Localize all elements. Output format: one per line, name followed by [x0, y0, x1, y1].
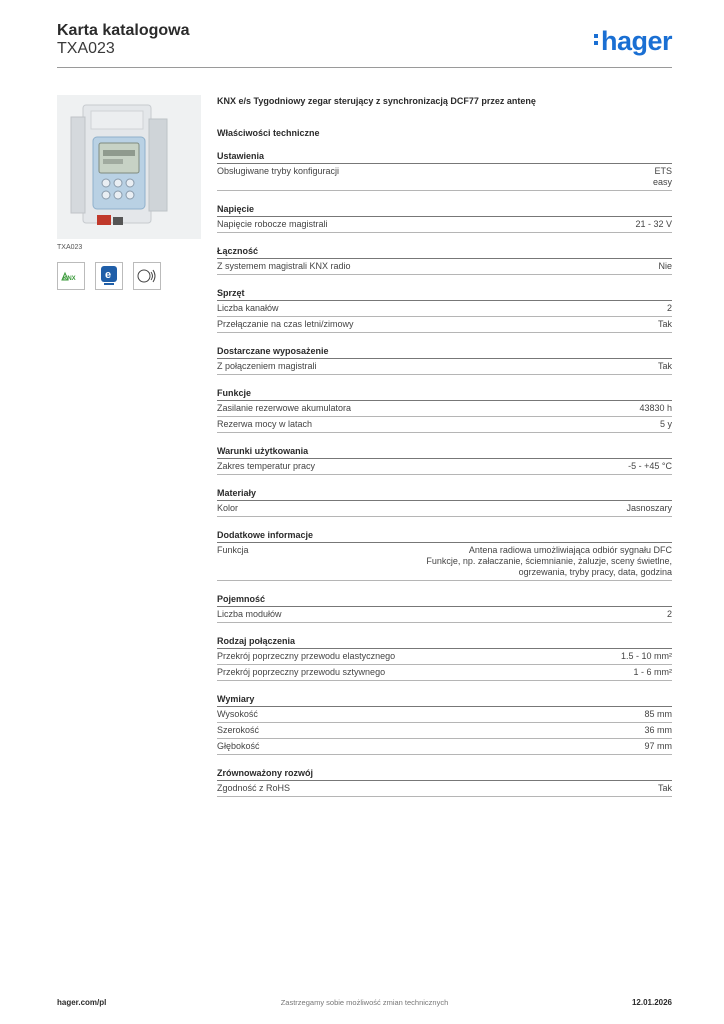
logo-dots-icon: [594, 31, 598, 48]
spec-label: Obsługiwane tryby konfiguracji: [217, 166, 340, 176]
spec-label: Szerokość: [217, 725, 260, 735]
spec-row: [217, 723, 672, 739]
spec-row: [217, 459, 672, 475]
spec-value: [658, 361, 672, 372]
product-title: KNX e/s Tygodniowy zegar sterujący z synchronizacją DCF77 przez antenę: [217, 96, 536, 106]
spec-row: [217, 501, 672, 517]
spec-label: Rezerwa mocy w latach: [217, 419, 313, 429]
spec-value: [658, 261, 672, 272]
spec-label: Z systemem magistrali KNX radio: [217, 261, 351, 271]
spec-group-title: Dostarczane wyposażenie: [217, 346, 672, 359]
spec-group: [217, 530, 672, 581]
certification-badges: [57, 262, 161, 290]
product-code: TXA023: [57, 40, 115, 57]
spec-group-title: Zrównoważony rozwój: [217, 768, 672, 781]
header-divider: [57, 67, 672, 68]
spec-value: [658, 783, 672, 794]
spec-group-title: Funkcje: [217, 388, 672, 401]
spec-value: [621, 651, 672, 662]
spec-value-line: 1 - 6 mm²: [633, 667, 672, 677]
ets-easy-logo-icon: [100, 265, 118, 287]
spec-row: [217, 707, 672, 723]
spec-row: [217, 781, 672, 797]
spec-value-line: 97 mm: [644, 741, 672, 751]
spec-group: [217, 388, 672, 433]
knx-logo-icon: [60, 270, 82, 282]
image-caption: TXA023: [57, 244, 83, 251]
spec-value-line: Tak: [657, 783, 672, 793]
spec-label: Zakres temperatur pracy: [217, 461, 316, 471]
spec-value-line: 21 - 32 V: [635, 219, 672, 229]
spec-label: Zgodność z RoHS: [217, 783, 291, 793]
spec-group: [217, 694, 672, 755]
spec-group-title: Dodatkowe informacje: [217, 530, 672, 543]
spec-value-line: 2: [666, 303, 672, 313]
spec-group: [217, 288, 672, 333]
spec-row: [217, 217, 672, 233]
spec-group: [217, 636, 672, 681]
knx-badge: [57, 262, 85, 290]
spec-group: [217, 488, 672, 517]
spec-group-title: Materiały: [217, 488, 672, 501]
spec-value: [644, 709, 672, 720]
spec-label: Liczba modułów: [217, 609, 282, 619]
spec-groups: [217, 151, 672, 797]
footer-date: 12.01.2026: [631, 998, 672, 1007]
svg-text:e: e: [105, 269, 112, 281]
spec-value: [667, 303, 672, 314]
spec-value-line: ogrzewania, tryby pracy, data, godzina: [518, 567, 672, 577]
spec-row: [217, 417, 672, 433]
spec-value-line: 1.5 - 10 mm²: [620, 651, 672, 661]
spec-value-line: Funkcje, np. załaczanie, ściemnianie, żaluzje, sceny świetlne,: [426, 556, 672, 566]
ets-easy-badge: [95, 262, 123, 290]
spec-row: [217, 259, 672, 275]
spec-group-title: Wymiary: [217, 694, 672, 707]
product-image: [57, 95, 201, 239]
spec-row: [217, 607, 672, 623]
document-header: [57, 22, 189, 58]
spec-group: [217, 246, 672, 275]
spec-label: Przekrój poprzeczny przewodu sztywnego: [217, 667, 386, 677]
spec-row: [217, 301, 672, 317]
spec-value: [658, 319, 672, 330]
spec-value: [633, 667, 672, 678]
spec-label: Przekrój poprzeczny przewodu elastycznego: [217, 651, 396, 661]
spec-row: [217, 649, 672, 665]
spec-value: [653, 166, 672, 188]
spec-value-line: 36 mm: [644, 725, 672, 735]
spec-value: [626, 503, 672, 514]
spec-group-title: Sprzęt: [217, 288, 672, 301]
spec-value-line: Nie: [658, 261, 672, 271]
technical-properties-heading: Właściwości techniczne: [217, 128, 320, 138]
spec-value-line: Antena radiowa umożliwiająca odbiór sygnału DFC: [468, 545, 672, 555]
spec-value: [639, 403, 672, 414]
spec-group-title: Łączność: [217, 246, 672, 259]
spec-group: [217, 594, 672, 623]
spec-row: [217, 359, 672, 375]
spec-group: [217, 446, 672, 475]
spec-value: [644, 725, 672, 736]
spec-group-title: Rodzaj połączenia: [217, 636, 672, 649]
spec-row: [217, 665, 672, 681]
spec-group-title: Napięcie: [217, 204, 672, 217]
spec-row: [217, 401, 672, 417]
spec-value-line: 5 y: [659, 419, 672, 429]
spec-group: [217, 768, 672, 797]
spec-row: [217, 543, 672, 581]
footer-website: hager.com/pl: [57, 998, 107, 1007]
spec-label: Liczba kanałów: [217, 303, 279, 313]
spec-group: [217, 204, 672, 233]
spec-label: Kolor: [217, 503, 239, 513]
spec-value: [660, 419, 672, 430]
spec-label: Zasilanie rezerwowe akumulatora: [217, 403, 352, 413]
spec-row: [217, 739, 672, 755]
spec-group: [217, 346, 672, 375]
spec-label: Z połączeniem magistrali: [217, 361, 317, 371]
spec-value: [628, 461, 672, 472]
spec-group-title: Pojemność: [217, 594, 672, 607]
dcf77-antenna-icon: [136, 267, 158, 285]
spec-label: Głębokość: [217, 741, 260, 751]
spec-value-line: Tak: [657, 319, 672, 329]
spec-label: Napięcie robocze magistrali: [217, 219, 328, 229]
spec-group: [217, 151, 672, 191]
spec-label: Przełączanie na czas letni/zimowy: [217, 319, 354, 329]
spec-value: [667, 609, 672, 620]
spec-value-line: 2: [666, 609, 672, 619]
spec-label: Wysokość: [217, 709, 258, 719]
spec-value-line: easy: [652, 177, 672, 187]
spec-value-line: -5 - +45 °C: [628, 461, 672, 471]
hager-logo: hager: [594, 26, 672, 57]
spec-row: [217, 317, 672, 333]
spec-group-title: Ustawienia: [217, 151, 672, 164]
spec-value: [635, 219, 672, 230]
din-rail-timer-icon: [57, 95, 201, 239]
dcf77-badge: [133, 262, 161, 290]
spec-group-title: Warunki użytkowania: [217, 446, 672, 459]
spec-value-line: ETS: [654, 166, 672, 176]
document-title: Karta katalogowa: [57, 22, 190, 39]
footer-disclaimer: Zastrzegamy sobie możliwość zmian technicznych: [280, 998, 449, 1007]
product-specifications: [217, 96, 672, 797]
svg-text:KNX: KNX: [63, 276, 76, 282]
spec-value-line: 85 mm: [644, 709, 672, 719]
spec-value: [644, 741, 672, 752]
spec-value: [426, 545, 672, 578]
spec-value-line: 43830 h: [639, 403, 672, 413]
spec-value-line: Jasnoszary: [626, 503, 672, 513]
spec-row: [217, 164, 672, 191]
spec-value-line: Tak: [657, 361, 672, 371]
spec-label: Funkcja: [217, 545, 249, 555]
